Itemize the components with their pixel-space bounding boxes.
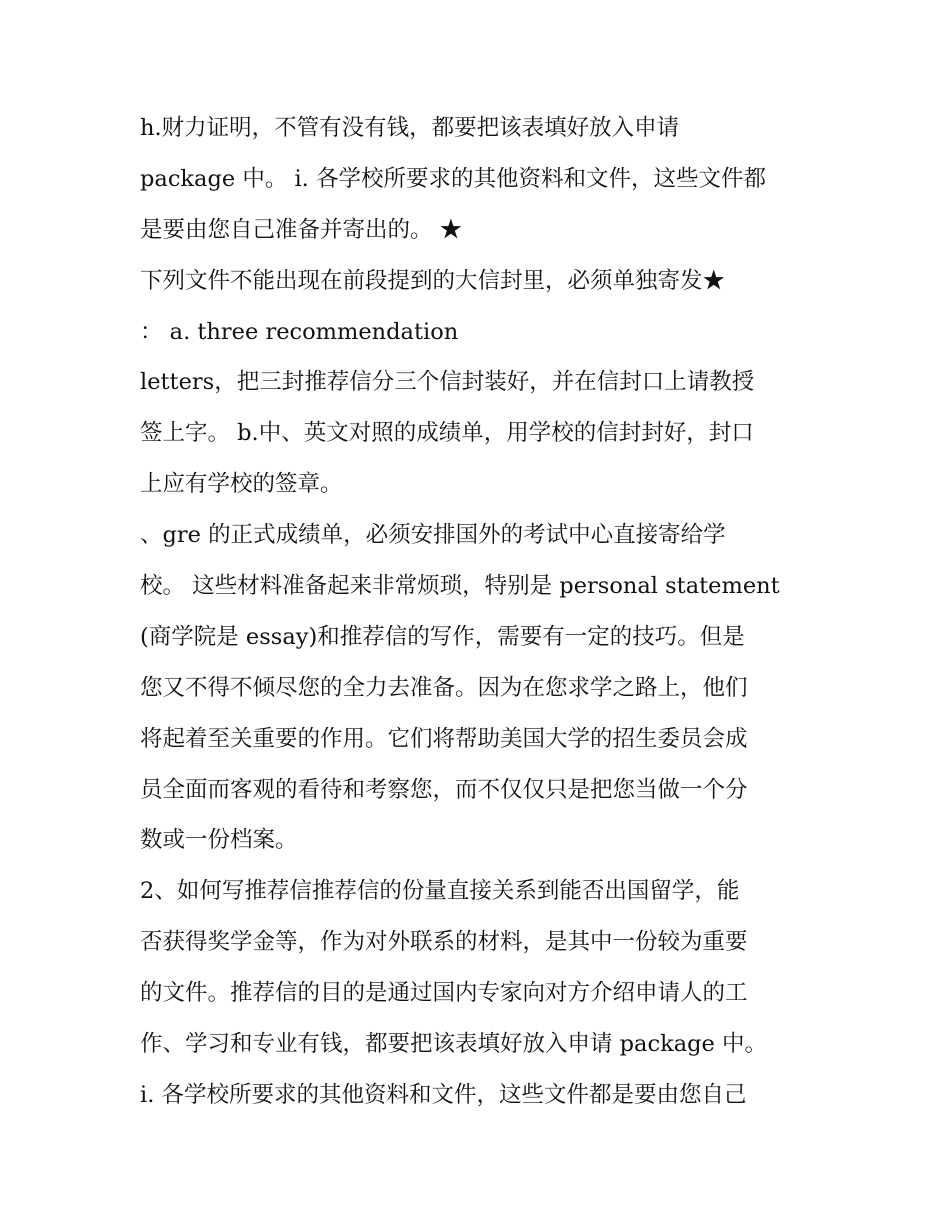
- text-line-15: 数或一份档案。: [140, 827, 298, 854]
- text-line-12: 您又不得不倾尽您的全力去准备。因为在您求学之路上，他们: [140, 674, 748, 701]
- text-line-10: 校。 这些材料准备起来非常烦琐，特别是 personal statement: [140, 573, 780, 600]
- text-line-4: 下列文件不能出现在前段提到的大信封里，必须单独寄发★: [140, 267, 726, 294]
- text-line-3: 是要由您自己准备并寄出的。 ★: [140, 216, 463, 243]
- text-line-7: 签上字。 b.中、英文对照的成绩单，用学校的信封封好，封口: [140, 420, 754, 447]
- text-line-8: 上应有学校的签章。: [140, 471, 343, 498]
- document-body: [140, 103, 820, 1121]
- text-line-6: letters，把三封推荐信分三个信封装好，并在信封口上请教授: [140, 369, 755, 396]
- text-line-17: 否获得奖学金等，作为对外联系的材料，是其中一份较为重要: [140, 929, 748, 956]
- text-line-16: 2、如何写推荐信推荐信的份量直接关系到能否出国留学，能: [140, 878, 740, 905]
- text-line-2: package 中。 i. 各学校所要求的其他资料和文件，这些文件都: [140, 165, 766, 192]
- text-line-11: (商学院是 essay)和推荐信的写作，需要有一定的技巧。但是: [140, 623, 745, 650]
- text-line-1: h.财力证明，不管有没有钱，都要把该表填好放入申请: [140, 115, 680, 141]
- text-line-18: 的文件。推荐信的目的是通过国内专家向对方介绍申请人的工: [140, 980, 748, 1007]
- text-line-9: 、gre 的正式成绩单，必须安排国外的考试中心直接寄给学: [140, 522, 726, 549]
- text-line-14: 员全面而客观的看待和考察您，而不仅仅只是把您当做一个分: [140, 776, 748, 803]
- text-line-13: 将起着至关重要的作用。它们将帮助美国大学的招生委员会成: [140, 725, 748, 752]
- text-line-5: ： a. three recommendation: [140, 318, 459, 345]
- text-line-20: i. 各学校所要求的其他资料和文件，这些文件都是要由您自己: [140, 1081, 747, 1108]
- text-line-19: 作、学习和专业有钱，都要把该表填好放入申请 package 中。: [140, 1031, 767, 1058]
